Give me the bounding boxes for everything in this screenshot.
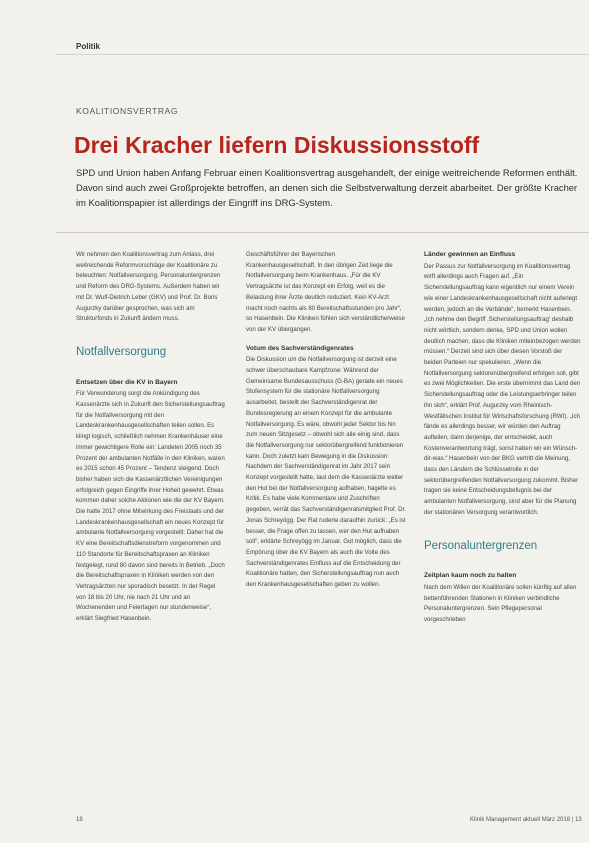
page-number: 18	[76, 817, 83, 823]
text-column-1	[76, 250, 226, 625]
text-column-2	[246, 250, 406, 591]
issue-number: 13	[574, 817, 582, 823]
article-category: KOALITIONSVERTRAG	[76, 106, 179, 116]
section-title-personaluntergrenzen: Personaluntergrenzen	[424, 539, 538, 552]
body-paragraph: Für Verwunderung sorgt die Ankündigung des Kassenärzte sich in Zukunft den Sicherstellungsauftrag für die Notfallversorgung mit den Landeskrankenhausgesellschaften teilen sollen. Es klingt logisch, schließlich nehmen Krankenhäuser eine immer gewichtigere Rolle ein: Landeten 2005 noch 35 Prozent der ambulanten Notfälle in den Kliniken, waren es 2015 schon 45 Prozent – Tendenz steigend. Doch bisher haben sich die Kassenärztlichen Vereinigungen erfolgreich gegen Eingriffe ihrer Hoheit gewehrt. Etwas kommen daher solche Aktionen wie die der KV Bayern. Die hatte 2017 ohne Mitwirkung des Freistaats und der Landeskrankenhausgesellschaft ein neues Konzept für ambulante Notfallversorgung vorgestellt: Daher hat die KV eine Bereitschaftsdienstreform vorgenommen und 110 Standorte für Bereitschaftspraxen an Kliniken festgelegt, rund 80 davon sind bereits in Betrieb. „Doch die Bereitschaftspraxen in Kliniken werden von den Vertragsärzten nur sporadisch besetzt. In der Regel von 18 bis 20 Uhr, nie nach 21 Uhr und an Wochenenden und Feiertagen nur stundenweise“, erklärt Siegfried Hasenbein.	[76, 390, 225, 623]
footer-separator: |	[571, 817, 574, 823]
body-paragraph: Die Diskussion um die Notfallversorgung ist derzeit eine schwer überschaubare Kampfzone: Während der Gemeinsame Bundesausschuss (G-BA) gerade ein neues Stufensystem für die stationäre Notfallversorgung ausarbeitet, bestellt der Sachverständigenrat der Bundesregierung an einem Konzept für die ambulante Notfallversorgung. Es wäre, obwohl jeder Sektor bis hin zum neuen Sitzgesetz – obwohl sich alle einig sind, dass die Notfallversorgung nur sektorübergreifend funktionieren kann. Doch zuletzt kam Bewegung in die Diskussion: Nachdem der Sachverständigenrat im Jahr 2017 sein Konzept vorgestellt hatte, laut dem die Kassenärzte weiter den Hut bei der Notfallversorgung aufhaben, hagelte es Kritik. Es habe viele Kommentare und Zuschriften gegeben, verrät das Sachverständigenratsmitglied Prof. Dr. Jonas Schreyögg. Der Rat ruderte daraufhin zurück: „Es ist besser, die Frage offen zu lassen, wer den Hut aufhaben soll“, erklärte Schreyögg im Januar. Gut möglich, dass die Empörung über die KV Bayern als auch die Volte des Sachverständigenrates Einfluss auf die Entscheidung der Koalitionäre hatten, den Sicherstellungsauftrag nun auch den Krankenhausgesellschaften geben zu wollen.	[246, 356, 406, 589]
journal-footer	[470, 817, 582, 823]
section-label: Politik	[76, 42, 101, 51]
body-paragraph: Nach dem Willen der Koalitionäre sollen künftig auf allen bettenführenden Stationen in Kliniken verbindliche Personaluntergrenzen. Sein Pflegepersonal vorgeschrieben	[424, 583, 577, 624]
article-lead: SPD und Union haben Anfang Februar einen Koalitionsvertrag ausgehandelt, der einige weitreichende Reformen enthält. Davon sind auch zwei Großprojekte betroffen, an denen sich die Selbstverwaltung derzeit abarbeitet. Der größte Kracher im Koalitionspapier ist allerdings der Eingriff ins DRG-System.	[76, 167, 578, 208]
body-paragraph: Der Passus zur Notfallversorgung im Koalitionsvertrag wirft allerdings auch Fragen auf. „Ein Sicherstellungsauftrag kann eigentlich nur einem Verein wie einer Landeskrankenhausgesellschaft nicht auferlegt werden, jedoch an die Verbände“, bemerkt Hasenbein. „Ich nehme den Begriff ‚Sicherstellungsauftrag‘ deshalb nicht wörtlich, sondern denke, SPD und Union wollen deutlich machen, dass die Kliniken miteinbezogen werden müssen.“ Derzeit sind sich über diesen Vorstoß der beiden Parteien nur spekulieren. „Wenn die Notfallversorgung sektorenübergreifend erfolgen soll, gibt es zwei Möglichkeiten. Die erste übernimmt das Land den Sicherstellungsauftrag oder die Leistungserbringer teilen ihn sich“, erklärt Prof. Augurzky vom Rheinisch-Westfälischen Institut für Wirtschaftsforschung (RWI). „Ich fände es allerdings besser, wir würden den Auftrag aufteilen, dann derjenige, der entscheidet, auch Kostenverantwortung trägt, sonst haben wir ein Wünsch-dir-was.“ Hasenbein von der BKG vertritt die Meinung, dass den Ländern die Schlüsselrolle in der sektorübergreifenden Notfallversorgung zukommt. Bisher tragen sie keine Entscheidungsbefugnis bei der ambulanten Notfallversorgung, sind aber für die Planung der stationären Versorgung verantwortlich.	[424, 262, 581, 516]
article-headline: Drei Kracher liefern Diskussionsstoff	[74, 132, 480, 158]
subheading-kv-bayern: Entsetzen über die KV in Bayern	[76, 378, 178, 386]
subheading-laender: Länder gewinnen an Einfluss	[424, 251, 516, 258]
text-column-3	[424, 250, 582, 626]
lead-divider	[56, 232, 589, 233]
section-title-notfallversorgung: Notfallversorgung	[76, 345, 167, 358]
journal-name: Klinik Management aktuell März 2018	[470, 817, 571, 823]
subheading-sachverstaendigenrat: Votum des Sachverständigenrates	[246, 344, 354, 352]
subheading-zeitplan: Zeitplan kaum noch zu halten	[424, 572, 517, 580]
intro-paragraph: Wir nehmen den Koalitionsvertrag zum Anlass, drei weitreichende Reformvorschläge der Koalitionäre zu beleuchten: Notfallversorgung, Personaluntergrenzen und Reform des DRG-Systems. Außerdem haben wir mit Dr. Wulf-Dietrich Leber (GKV) und Prof. Dr. Boris Augurzky darüber gesprochen, was sich am Strukturfonds in Zukunft ändern muss.	[76, 251, 221, 323]
body-paragraph: Geschäftsführer der Bayerischen Krankenhausgesellschaft. In den übrigen Zeit liege die Notfallversorgung beim Krankenhaus. „Für die KV Vertragsärzte ist das Konzept ein Erfolg, weil es die Belastung ihrer Ärzte deutlich reduziert. Kein KV-Arzt macht noch nachts als 80 Bereitschaftsstunden pro Jahr“, so Hasenbein. Die Kliniken fühlen sich verständlicherweise von der KV übergangen.	[246, 251, 405, 333]
header-divider	[56, 54, 589, 55]
